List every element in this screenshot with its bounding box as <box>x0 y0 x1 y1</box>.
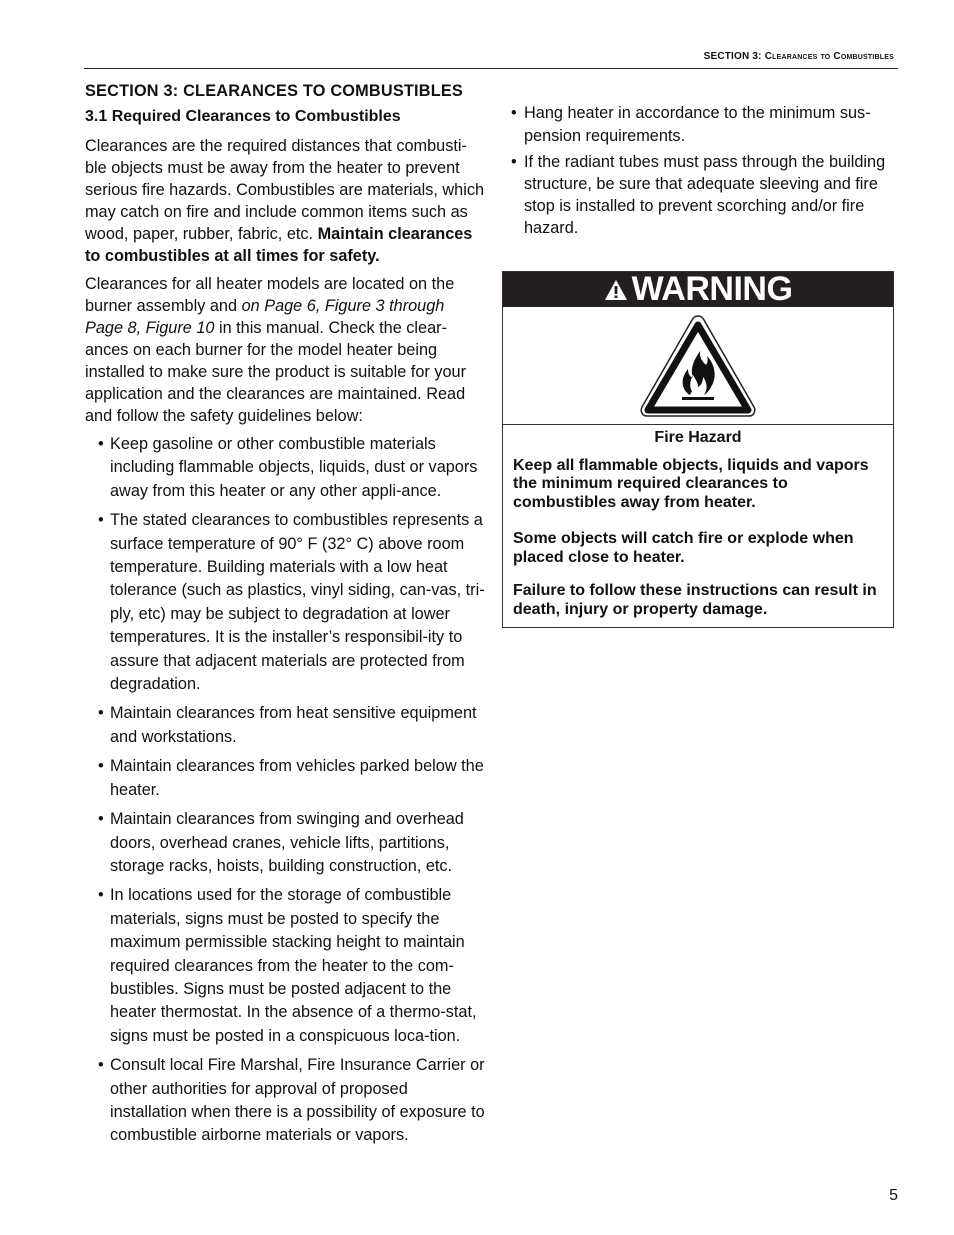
list-item <box>85 808 485 878</box>
warning-label: WARNING <box>631 270 793 308</box>
bullet-icon: • <box>511 153 517 171</box>
bullet-icon: • <box>98 886 104 905</box>
running-header <box>704 51 894 62</box>
safety-guidelines-list <box>85 433 485 1148</box>
section-title: SECTION 3: CLEARANCES TO COMBUSTIBLES <box>85 82 463 100</box>
list-item-text: Keep gasoline or other combustible materials including flammable objects, liquids, dust or vapors away from this heater or any other appli-ance. <box>110 435 478 500</box>
hazard-title: Fire Hazard <box>654 429 742 446</box>
list-item-text: The stated clearances to combustibles represents a surface temperature of 90° F (32° C) above room temperature. Building materials with a low heat tolerance (such as plastics, vinyl siding, can-vas, tri-ply, etc) may be subject to degradation at lower temperatures. It is the installer’s responsibil-ity to assure that adjacent materials are protected from degradation. <box>110 511 485 694</box>
list-item-text: In locations used for the storage of combustible materials, signs must be posted to specify the maximum permissible stacking height to maintain required clearances from the heater to the com-bustibles. Signs must be posted adjacent to the heater thermostat. In the absence of a thermo-stat, signs must be posted in a conspicuous loca-tion. <box>110 886 477 1045</box>
list-item-text: Maintain clearances from swinging and overhead doors, overhead cranes, vehicle lifts, partitions, storage racks, hoists, building construction, etc. <box>110 810 464 875</box>
page-number: 5 <box>889 1187 898 1204</box>
list-item <box>85 1054 485 1148</box>
flame-hazard-icon <box>638 313 758 419</box>
right-column <box>511 102 899 242</box>
bullet-icon: • <box>98 435 104 453</box>
list-item-text: Maintain clearances from vehicles parked below the heater. <box>110 757 484 799</box>
warning-message: Some objects will catch fire or explode when placed close to heater. <box>513 530 854 566</box>
warning-header <box>503 272 893 307</box>
bullet-icon: • <box>98 1056 104 1075</box>
header-rule <box>84 68 898 69</box>
list-item <box>85 884 485 1048</box>
bullet-icon: • <box>98 757 104 776</box>
left-column <box>85 80 485 1154</box>
warning-triangle-icon <box>604 279 628 301</box>
list-item <box>85 702 485 749</box>
bullet-icon: • <box>98 704 104 723</box>
intro-text: Clearances are the required distances that combusti-ble objects must be away from the heater to prevent serious fire hazards. Combustibles are materials, which may catch on fire and include common items such as wood, paper, rubber, fabric, etc. <box>85 137 485 243</box>
installation-list <box>511 102 899 239</box>
intro-paragraph <box>85 135 485 267</box>
warning-pictogram <box>503 307 893 425</box>
bullet-icon: • <box>98 810 104 829</box>
list-item <box>511 151 899 239</box>
warning-message: Failure to follow these instructions can result in death, injury or property damage. <box>513 582 877 618</box>
header-prefix: SECTION 3: <box>703 51 762 62</box>
warning-body <box>503 425 893 619</box>
figure-reference: on Page 6, Figure 3 through Page 8, Figure 10 <box>85 297 445 337</box>
clearances-paragraph <box>85 273 485 427</box>
bullet-icon: • <box>511 104 517 122</box>
subsection-title: 3.1 Required Clearances to Combustibles <box>85 108 401 125</box>
list-item <box>85 433 485 503</box>
intro-emphasis: Maintain clearances to combustibles at all times for safety. <box>85 225 473 265</box>
clearances-text-a: Clearances for all heater models are located on the burner assembly and <box>85 275 455 315</box>
warning-message: Keep all flammable objects, liquids and vapors the minimum required clearances to combustibles away from heater. <box>513 456 869 511</box>
list-item <box>511 102 899 148</box>
header-title: Clearances to Combustibles <box>764 51 894 62</box>
list-item <box>85 509 485 696</box>
warning-box <box>502 271 894 628</box>
list-item-text: If the radiant tubes must pass through the building structure, be sure that adequate sleeving and fire stop is installed to prevent scorching and/or fire hazard. <box>524 153 886 237</box>
list-item <box>85 755 485 802</box>
list-item-text: Consult local Fire Marshal, Fire Insurance Carrier or other authorities for approval of proposed installation when there is a possibility of exposure to combustible airborne materials or vapors. <box>110 1056 485 1145</box>
list-item-text: Hang heater in accordance to the minimum sus-pension requirements. <box>524 104 871 145</box>
clearances-text-b: in this manual. Check the clear-ances on each burner for the model heater being installed to make sure the product is suitable for your application and the clearances are maintained. Read and follow the safety guidelines below: <box>85 319 466 425</box>
bullet-icon: • <box>98 511 104 530</box>
list-item-text: Maintain clearances from heat sensitive equipment and workstations. <box>110 704 477 746</box>
